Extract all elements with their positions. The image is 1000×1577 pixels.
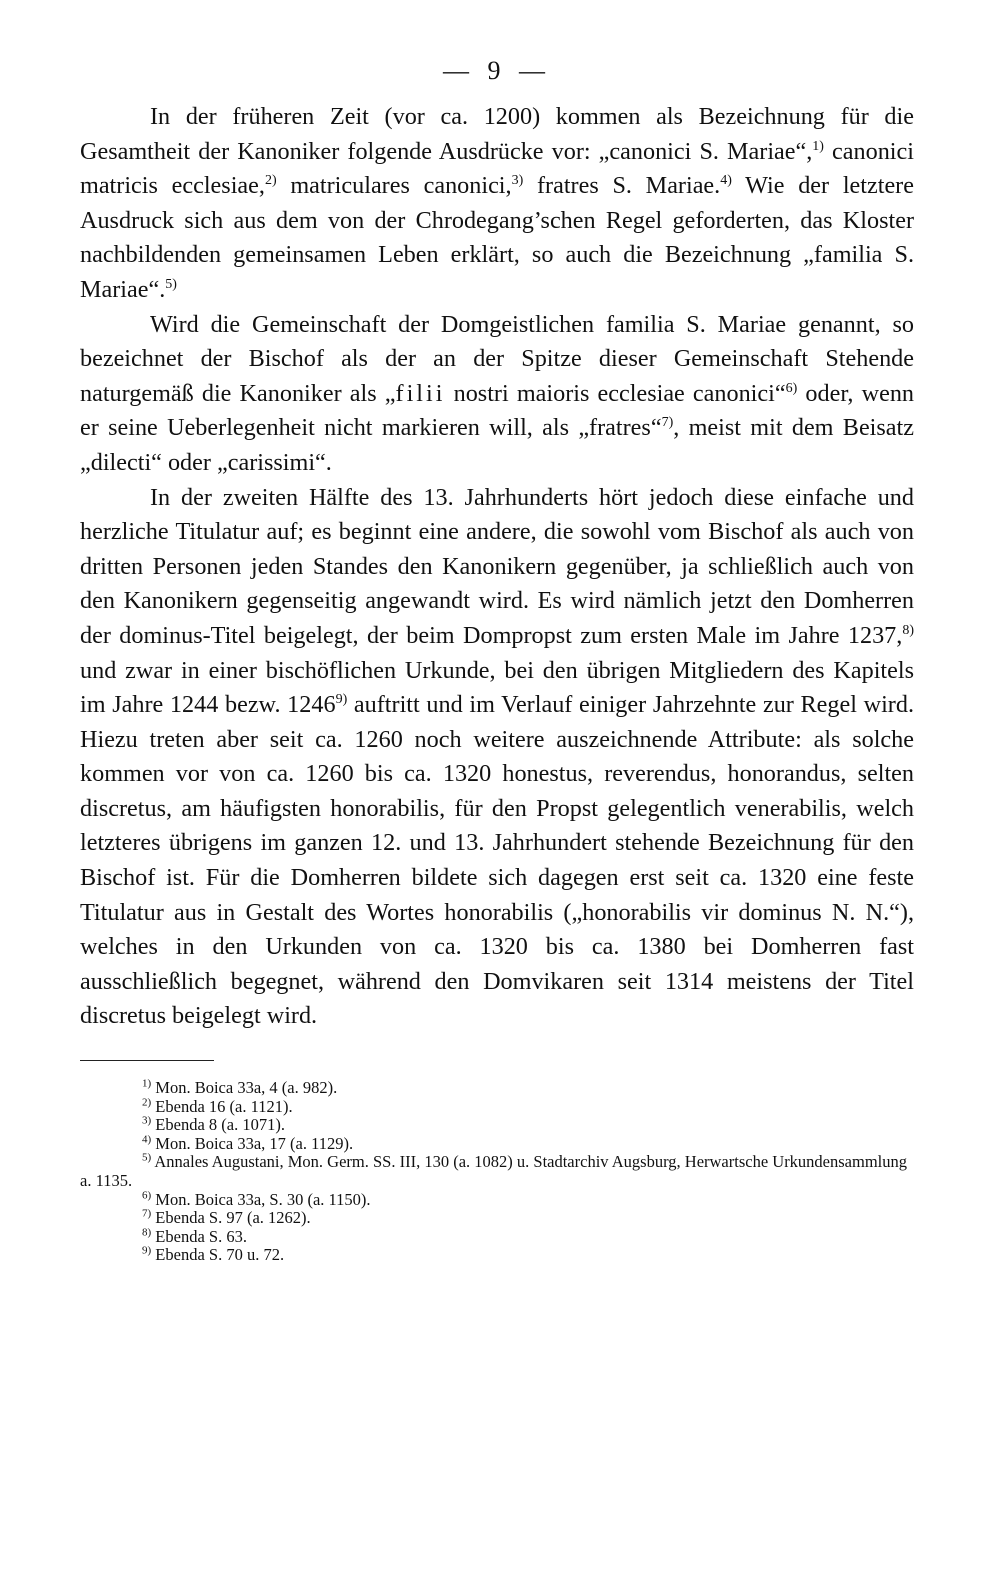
footnote-number: 9) (142, 1244, 152, 1257)
paragraph-1 (80, 100, 914, 308)
text-span: auftritt und im Verlauf einiger Jahrzehnte zur Regel wird. Hiezu treten aber seit ca. 1260 noch weitere auszeichnende Attribute: als solche kommen vor von ca. 1260 bis ca. 1320 honestus, reverendus, honorandus, selten discretus, am häufigsten honorabilis, für den Propst gelegentlich venerabilis, welch letzteres übrigens im ganzen 12. und 13. Jahrhundert stehende Bezeichnung für den Bischof ist. Für die Domherren bildete sich dagegen erst seit ca. 1320 eine feste Titulatur aus in Gestalt des Wortes honorabilis („honorabilis vir dominus N. N.“), welches in den Urkunden von ca. 1320 bis ca. 1380 bei Domherren fast ausschließlich begegnet, während den Domvikaren seit 1314 meistens der Titel discretus beigelegt wird. (80, 691, 915, 1030)
paragraph-3 (80, 481, 914, 1035)
footnote-6 (80, 1191, 914, 1210)
footnote-2 (80, 1098, 914, 1117)
footnote-ref: 2) (264, 173, 277, 189)
footnote-text: Mon. Boica 33a, S. 30 (a. 1150). (151, 1189, 371, 1209)
footnote-text: Mon. Boica 33a, 4 (a. 982). (151, 1078, 338, 1098)
footnote-number: 8) (142, 1226, 152, 1239)
footnote-number: 7) (142, 1207, 152, 1220)
footnote-4 (80, 1135, 914, 1154)
footnote-ref: 9) (335, 692, 348, 708)
spaced-text: filii (395, 379, 446, 407)
footnote-divider (80, 1060, 214, 1061)
page-number: — 9 — (443, 56, 551, 85)
footnote-text: Ebenda 8 (a. 1071). (151, 1115, 285, 1135)
footnote-text: Ebenda S. 97 (a. 1262). (151, 1208, 311, 1228)
footnote-ref: 5) (165, 276, 177, 292)
footnote-7 (80, 1209, 914, 1228)
footnote-ref: 6) (785, 380, 798, 396)
footnotes (80, 1079, 914, 1265)
text-span: , meist mit dem Beisatz „dilecti“ oder „carissimi“. (80, 414, 915, 476)
text-span: In der zweiten Hälfte des 13. Jahrhunderts hört jedoch diese einfache und herzliche Titulatur auf; es beginnt eine andere, die sowohl vom Bischof als auch von dritten Personen jeden Standes den Kanonikern gegenüber, ja schließlich auch von den Kanonikern gegenseitig angewandt wird. Es wird nämlich jetzt den Domherren der dominus-Titel beigelegt, der beim Dompropst zum ersten Male im Jahre 1237, (80, 483, 914, 649)
text-span: matriculares canonici, (276, 172, 512, 200)
footnote-5 (80, 1153, 914, 1190)
footnote-ref: 8) (902, 622, 914, 638)
text-span: fratres S. Mariae. (523, 172, 721, 200)
footnote-text: Ebenda S. 70 u. 72. (151, 1245, 285, 1265)
footnote-number: 5) (142, 1151, 152, 1164)
text-span: Wie der letztere Ausdruck sich aus dem von der Chrodegang’schen Regel geforderten, das Kloster nachbildenden gemeinsamen Leben erklärt, so auch die Bezeichnung „familia S. Mariae“. (80, 172, 914, 303)
footnote-text: Ebenda S. 63. (151, 1226, 247, 1246)
footnote-1 (80, 1079, 914, 1098)
footnote-number: 6) (142, 1189, 152, 1202)
footnote-number: 4) (142, 1133, 152, 1146)
footnote-text: Annales Augustani, Mon. Germ. SS. III, 130 (a. 1082) u. Stadtarchiv Augsburg, Herwartsche Urkundensammlung a. 1135. (80, 1152, 908, 1190)
footnote-ref: 7) (661, 415, 674, 431)
footnote-ref: 1) (812, 138, 824, 154)
body-text (80, 100, 914, 1034)
text-span: und zwar in einer bischöflichen Urkunde, bei den übrigen Mitgliedern des Kapitels im Jahre 1244 bezw. 1246 (80, 656, 914, 719)
footnote-number: 2) (142, 1096, 152, 1109)
text-span: canonici matricis ecclesiae, (80, 137, 914, 200)
footnote-number: 1) (142, 1077, 152, 1090)
footnote-ref: 3) (511, 173, 524, 189)
text-span: Wird die Gemeinschaft der Domgeistlichen familia S. Mariae genannt, so bezeichnet der Bischof als der an der Spitze dieser Gemeinschaft Stehende naturgemäß die Kanoniker als „ (80, 310, 914, 407)
footnote-text: Mon. Boica 33a, 17 (a. 1129). (151, 1133, 354, 1153)
footnote-9 (80, 1246, 914, 1265)
text-span: In der früheren Zeit (vor ca. 1200) kommen als Bezeichnung für die Gesamtheit der Kanoniker folgende Ausdrücke vor: „canonici S. Mariae“, (80, 103, 914, 165)
footnote-ref: 4) (720, 173, 732, 189)
footnote-number: 3) (142, 1114, 152, 1127)
text-span: nostri maioris ecclesiae canonici“ (445, 379, 786, 407)
document-page (80, 56, 914, 1265)
footnote-8 (80, 1228, 914, 1247)
footnote-text: Ebenda 16 (a. 1121). (151, 1096, 293, 1116)
footnote-3 (80, 1116, 914, 1135)
paragraph-2 (80, 308, 914, 481)
text-span: oder, wenn er seine Ueberlegenheit nicht markieren will, als „fratres“ (80, 379, 915, 442)
